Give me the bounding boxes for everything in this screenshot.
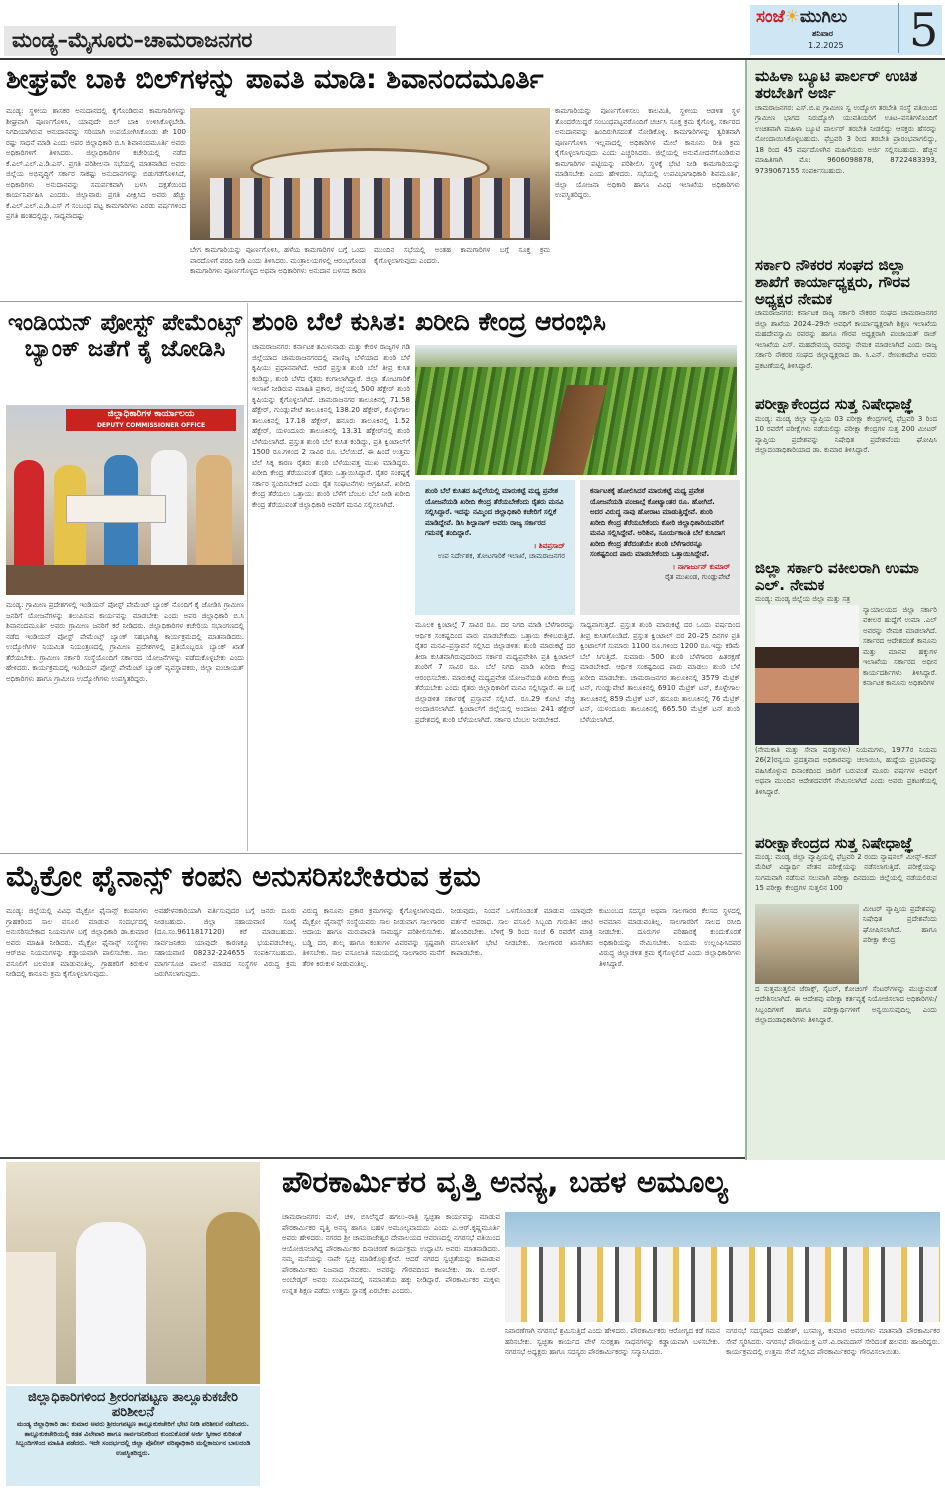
story5-body: ಮಂಡ್ಯ ಜಿಲ್ಲಾಧಿಕಾರಿ ಡಾ: ಕುಮಾರ ಅವರು ಶ್ರೀರಂಗಪಟ್ಟಣ ತಾಲ್ಲೂಕುಕಚೇರಿಗೆ ಭೇಟಿ ನೀಡಿ ಪರಿಶೀಲನೆ ನಡೆಸಿದರು. ತಾಲ್ಲೂಕುಕಚೇರಿಯಲ್ಲಿ ಕಡತ ವಿಲೇವಾರಿ ಹಾಗೂ ಸಾರ್ವಜನಿಕರಿಂದ ಕುಂದುಕೊರತೆ ಅರ್ಜಿ ಸ್ವೀಕಾರ ಕುರಿತಂತೆ ಸಿಬ್ಬಂದಿಗಳಿಂದ ಮಾಹಿತಿ ಪಡೆದರು. ಇದೇ ಸಂದರ್ಭದಲ್ಲಿ ಜಿಲ್ಲಾ ಪೊಲೀಸ್ ವರಿಷ್ಠಾಧಿಕಾರಿ ಮಲ್ಲಿಕಾರ್ಜುನ ಬಾಲದಂಡಿ ಉಪಸ್ಥಿತರಿದ್ದರು. [15,1420,251,1457]
quote-author: । ಶಿವಪ್ರಸಾದ್ [533,541,565,550]
sidebar-body: ಚಾಮರಾಜನಗರ: ಎಸ್.ಬಿ.ಐ ಗ್ರಾಮೀಣ ಸ್ವ ಉದ್ಯೋಗ ತರಬೇತಿ ಸಂಸ್ಥೆ ವತಿಯಿಂದ ಗ್ರಾಮೀಣ ಭಾಗದ ನಿರುದ್ಯೋಗಿ ಯುವತಿಯರಿಗೆ ಊಟ–ವಸತಿಗಳೊಂದಿಗೆ ಉಚಿತವಾಗಿ ಮಹಿಳಾ ಬ್ಯೂಟಿ ಪಾರ್ಲರ್ ತರಬೇತಿ ನೀಡಲಿದ್ದು ಆಸಕ್ತರು ಹೆಸರನ್ನು ನೋಂದಾಯಿಸಿಕೊಳ್ಳಬಹುದು. ಫೆಬ್ರವರಿ 3 ರಿಂದ ತರಬೇತಿ ಪ್ರಾರಂಭವಾಗಲಿದ್ದು, 18 ರಿಂದ 45 ವರ್ಷದೊಳಗಿನ ಮಹಿಳೆಯರು ಅರ್ಜಿ ಸಲ್ಲಿಸಬಹುದು. ಹೆಚ್ಚಿನ ಮಾಹಿತಿಗಾಗಿ ಮೊ: 9606098878, 8722483393, 9739067155 ಸಂಪರ್ಕಿಸಬಹುದು. [755,103,937,175]
sidebar-headline: ಸರ್ಕಾರಿ ನೌಕರರ ಸಂಘದ ಜಿಲ್ಲಾ ಶಾಖೆಗೆ ಕಾರ್ಯಾಧ್ಯಕ್ಷರು, ಗೌರವ ಅಧ್ಯಕ್ಷರ ನೇಮಕ [755,255,910,308]
sidebar-headline: ಪರೀಕ್ಷಾಕೇಂದ್ರದ ಸುತ್ತ ನಿಷೇಧಾಜ್ಞೆ [755,833,914,852]
story3-col1: ಚಾಮರಾಜನಗರ: ಕರ್ನಾಟಕ ತಮಿಳುನಾಡು ಮತ್ತು ಕೇರಳ ರಾಜ್ಯಗಳ ಗಡಿ ಜಿಲ್ಲೆಯಾದ ಚಾಮರಾಜನಗರದಲ್ಲಿ ವಾಣಿಜ್ಯ ಬೆಳೆಯಾದ ಶುಂಠಿ ಬೆಳೆ ಕೃಷಿಯು ಪ್ರಧಾನವಾಗಿದೆ. ಆದರೆ ಪ್ರಸ್ತುತ ಶುಂಠಿ ಬೆಲೆ ತೀವ್ರ ಕುಸಿತ ಕಂಡಿದ್ದು, ಶುಂಠಿ ಬೆಳೆದ ರೈತರು ಕಂಗಾಲಾಗಿದ್ದಾರೆ. ಜಿಲ್ಲಾ ತೋಟಗಾರಿಕೆ ಇಲಾಖೆ ನೀಡಿರುವ ಮಾಹಿತಿ ಪ್ರಕಾರ, ಜಿಲ್ಲೆಯಲ್ಲಿ 500 ಹೆಕ್ಟೇರ್ ಶುಂಠಿ ಕೃಷಿಯನ್ನು ಕೈಗೊಳ್ಳಲಾಗಿದೆ. ಚಾಮರಾಜನಗರ ತಾಲೂಕಿನಲ್ಲಿ 71.58 ಹೆಕ್ಟೇರ್, ಗುಂಡ್ಲುಪೇಟೆ ತಾಲೂಕಿನಲ್ಲಿ 138.20 ಹೆಕ್ಟೇರ್, ಕೊಳ್ಳೇಗಾಲ ತಾಲೂಕಿನಲ್ಲಿ 17.18 ಹೆಕ್ಟೇರ್, ಹನೂರು ತಾಲೂಕಿನಲ್ಲಿ 1.52 ಹೆಕ್ಟೇರ್, ಯಳಂದೂರು ತಾಲೂಕಿನಲ್ಲಿ 13.31 ಹೆಕ್ಟೇರ್‌ನಲ್ಲಿ ಶುಂಠಿ ಬೆಳೆಯಲಾಗಿದೆ. ಪ್ರಸ್ತುತ ಶುಂಠಿ ಬೆಲೆ ಕುಸಿತ ಕಂಡಿದ್ದು, ಪ್ರತಿ ಕ್ವಿಂಟಾಲ್‌ಗೆ 1500 ರೂ.ಗಳಿಂದ 2 ಸಾವಿರ ರೂ. ಬೆಲೆಯಿದೆ. ಈ ಹಿಂದೆ ಉತ್ತಮ ಬೆಲೆ ಸಿಕ್ಕ ಕಾರಣ ರೈತರು ಶುಂಠಿ ಬೆಳೆಯುವತ್ತ ಮುಖ ಮಾಡಿದ್ದರು. ಖರೀದಿ ಕೇಂದ್ರ ತೆರೆಯುವಂತೆ ರೈತರು ಒತ್ತಾಯಿಸಿದ್ದಾರೆ. ರೈತರ ಸಂಕಷ್ಟಕ್ಕೆ ಸರ್ಕಾರ ಸ್ಪಂದಿಸಬೇಕಿದೆ ಎಂದು ರೈತ ಸಂಘಟನೆಗಳು ಆಗ್ರಹಿಸಿವೆ. ಖರೀದಿ ಕೇಂದ್ರ ತೆರೆಯಲು ಒತ್ತಾಯ: ಶುಂಠಿ ಬೆಳೆಗೆ ಬೆಂಬಲ ಬೆಲೆ ನೀಡಿ ಖರೀದಿ ಕೇಂದ್ರ ತೆರೆಯುವಂತೆ ಜಿಲ್ಲಾಧಿಕಾರಿ ಅವರಿಗೆ ಮನವಿ ಸಲ್ಲಿಸಲಾಗಿದೆ. [252,343,410,509]
story1-col3: ಕಾಮಗಾರಿಯನ್ನು ಪೂರ್ಣಗೊಳಿಸಲು ಕಾಲಮಿತಿ, ಸ್ಥಳೀಯ ಆಡಳಿತ ಸ್ಥಳ ತೊಂದರೆಯಿದ್ದರೆ ಸಂಬಂಧಪಟ್ಟವರೊಂದಿಗೆ ಚರ್ಚಿಸಿ ಸೂಕ್ತ ಕ್ರಮ ಕೈಗೊಳ್ಳಿ, ಸರ್ಕಾರದ ಅನುದಾನವನ್ನು ಹಿಂದಿರುಗಿಸದಂತೆ ನೋಡಿಕೊಳ್ಳಿ. ಕಾಮಗಾರಿಗಳನ್ನು ತ್ವರಿತವಾಗಿ ಪೂರ್ಣಗೊಳಿಸಿ ಇಲ್ಲವಾದಲ್ಲಿ ಅಧಿಕಾರಿಗಳ ಮೇಲೆ ಕಾನೂನು ರೀತಿ ಕ್ರಮ ಕೈಗೊಳ್ಳಲಾಗುವುದು ಎಂದು ಎಚ್ಚರಿಸಿದರು. ಜಿಲ್ಲೆಯಲ್ಲಿ ಅನುಮೋದನೆಗೊಂಡಿರುವ ಕಾಮಗಾರಿಗಳ ಪಟ್ಟಿಯನ್ನು ಪರಿಶೀಲಿಸಿ ಸ್ಥಳಕ್ಕೆ ಭೇಟಿ ನೀಡಿ ಕಾಮಗಾರಿಯನ್ನು ಮಾಡಿಸಬೇಕು ಎಂದು ಹೇಳಿದರು. ಸಭೆಯಲ್ಲಿ ಉಪವಿಭಾಗಾಧಿಕಾರಿ ಶಿವಮೂರ್ತಿ, ಜಿಲ್ಲಾ ಯೋಜನಾ ಅಧಿಕಾರಿ ಹಾಗೂ ವಿವಿಧ ಇಲಾಖೆಯ ಅಧಿಕಾರಿಗಳು ಉಪಸ್ಥಿತರಿದ್ದರು. [555,107,740,199]
banner-text-en: DEPUTY COMMISSIONER OFFICE [96,422,206,429]
masthead-day: ಶನಿವಾರ [812,29,834,38]
banner-text: ಜಿಲ್ಲಾಧಿಕಾರಿಗಳ ಕಾರ್ಯಾಲಯ [107,409,195,419]
sidebar-lead: ಮಂಡ್ಯ: ಮಂಡ್ಯ ಜಿಲ್ಲೆಯ ಜಿಲ್ಲಾ ಮತ್ತು ಸತ್ರ [755,595,851,603]
story5-headline: ಜಿಲ್ಲಾಧಿಕಾರಿಗಳಿಂದ ಶ್ರೀರಂಗಪಟ್ಟಣ ತಾಲ್ಲೂಕುಕಚೇರಿ ಪರಿಶೀಲನೆ [28,1390,238,1420]
divider [0,301,742,302]
sidebar-body: ದ ಸುತ್ತಮುತ್ತಲಿನ ಜೆರಾಕ್ಸ್, ಸೈಬರ್, ಕೋಚಿಂಗ್ ಸೆಂಟರ್‌ಗಳನ್ನು ಮುಚ್ಚುವಂತೆ ಆದೇಶಿಸಲಾಗಿದೆ. ಈ ಆದೇಶವು ಪರೀಕ್ಷಾ ಕರ್ತವ್ಯಕ್ಕೆ ನಿಯೋಜಿಸಲಾದ ಅಧಿಕಾರಿಗಳು/ಸಿಬ್ಬಂದಿಗಳಿಗೆ ಹಾಗೂ ಪರೀಕ್ಷಾರ್ಥಿಗಳಿಗೆ ಅನ್ವಯಿಸುವುದಿಲ್ಲ ಎಂದು ಜಿಲ್ಲಾದಂಡಾಧಿಕಾರಿಗಳು ತಿಳಿಸಿದ್ದಾರೆ. [755,984,937,1025]
masthead-date: 1.2.2025 [808,41,844,50]
story3-headline: ಶುಂಠಿ ಬೆಲೆ ಕುಸಿತ: ಖರೀದಿ ಕೇಂದ್ರ ಆರಂಭಿಸಿ [252,307,606,336]
sidebar-headline: ಜಿಲ್ಲಾ ಸರ್ಕಾರಿ ವಕೀಲರಾಗಿ ಉಮಾ ಎಲ್. ನೇಮಕ [755,558,919,594]
masthead [750,5,942,55]
ginger-field-photo [415,345,737,475]
story4-col: ಕುಟುಂಬದ ಸದಸ್ಯರ ಅಥವಾ ಸಾಲಗಾರರ ಕೆಲಸದ ಸ್ಥಳದಲ್ಲಿ ಅವಮಾನ ಮಾಡುವಂತಿಲ್ಲ. ಸಾಲಗಾರರಿಗೆ ಸಾಲದ ರಸೀದಿ ನೀಡಬೇಕು. ದೂರುಗಳ ಪರಿಹಾರಕ್ಕೆ ಕುಂದುಕೊರತೆ ಅಧಿಕಾರಿಯನ್ನು ನೇಮಿಸಬೇಕು. ನಿಯಮ ಉಲ್ಲಂಘಿಸಿದವರ ವಿರುದ್ಧ ಜಿಲ್ಲಾಡಳಿತ ಕ್ರಮ ಕೈಗೊಳ್ಳಲಿದೆ ಎಂದು ಜಿಲ್ಲಾಧಿಕಾರಿಗಳು ತಿಳಿಸಿದ್ದಾರೆ. [598,907,742,968]
quote-author: । ನಾಗಾರ್ಜುನ್ ಕುಮಾರ್ [672,562,730,571]
divider [0,853,742,854]
story1-headline: ಶೀಘ್ರವೇ ಬಾಕಿ ಬಿಲ್‌ಗಳನ್ನು ಪಾವತಿ ಮಾಡಿ: ಶಿವಾನಂದಮೂರ್ತಿ [6,64,544,95]
sidebar-headline: ಮಹಿಳಾ ಬ್ಯೂಟಿ ಪಾರ್ಲರ್ ಉಚಿತ ತರಬೇತಿಗೆ ಅರ್ಜಿ [755,67,918,103]
story2-body: ಮಂಡ್ಯ: ಗ್ರಾಮೀಣ ಪ್ರದೇಶಗಳಲ್ಲಿ ಇಂಡಿಯನ್ ಪೋಸ್ಟ್ ಪೇಮೆಂಟ್ ಬ್ಯಾಂಕ್ ನೊಂದಿಗೆ ಕೈ ಜೋಡಿಸಿ ಗ್ರಾಮೀಣ ಜನರಿಗೆ ಯೋಜನೆಗಳನ್ನು ತಲುಪಿಸುವ ಕಾರ್ಯವನ್ನು ಮಾಡಬೇಕು ಎಂದು ಅಪರ ಜಿಲ್ಲಾಧಿಕಾರಿ ಬಿ.ಸಿ ಶಿವಾನಂದಮೂರ್ತಿ ಅವರು ಗ್ರಾಮೀಣ ಜನರಿಗೆ ಕರೆ ನೀಡಿದರು. ಜಿಲ್ಲಾಧಿಕಾರಿಗಳ ಕಚೇರಿಯ ಸಭಾಂಗಣದಲ್ಲಿ ನಡೆದ ಇಂಡಿಯನ್ ಪೋಸ್ಟ್ ಪೇಮೆಂಟ್ಸ್ ಬ್ಯಾಂಕ್ ಸಹಭಾಗಿತ್ವ ಕಾರ್ಯಕ್ರಮದಲ್ಲಿ ಮಾತನಾಡಿದರು. ಉದ್ಯೋಗಿಗಳ ನಿಯಮಿತ ನಿಯಂತ್ರಣದಲ್ಲಿ ಗ್ರಾಮೀಣ ಪ್ರದೇಶಗಳಲ್ಲಿ ಪ್ರತಿಯೊಬ್ಬರೂ ಬ್ಯಾಂಕ್ ಖಾತೆ ತೆರೆಯಬೇಕು. ಗ್ರಾಮೀಣ ಸರ್ಕಾರಿ ಸಂಸ್ಥೆಯೊಂದಿಗೆ ಸರ್ಕಾರದ ಯೋಜನೆಗಳನ್ನು ಪಡೆದುಕೊಳ್ಳಬೇಕು ಎಂದು ಹೇಳಿದರು. ಕಾರ್ಯಕ್ರಮದಲ್ಲಿ ಇಂಡಿಯನ್ ಪೋಸ್ಟ್ ಪೇಮೆಂಟ್ ಬ್ಯಾಂಕ್ ವ್ಯವಸ್ಥಾಪಕರು, ಜಿಲ್ಲಾ ಪಂಚಾಯತ್ ಅಧಿಕಾರಿಗಳು ಹಾಗೂ ಗ್ರಾಮೀಣ ಉದ್ಯೋಗಿಗಳು ಉಪಸ್ಥಿತರಿದ್ದರು. [6,601,244,683]
sidebar-headline: ಪರೀಕ್ಷಾಕೇಂದ್ರದ ಸುತ್ತ ನಿಷೇಧಾಜ್ಞೆ [755,395,914,414]
story6-col1: ಚಾಮರಾಜನಗರ: ಮಳೆ, ಚಳಿ, ಬಿಸಿಲೆನ್ನದೆ ಹಗಲು–ರಾತ್ರಿ ಸ್ವಚ್ಛತಾ ಕಾರ್ಯವನ್ನು ಮಾಡುವ ಪೌರಕಾರ್ಮಿಕರ ವೃತ್ತಿ ಅನನ್ಯ ಹಾಗೂ ಬಹಳ ಅಮೂಲ್ಯವಾದುದು ಎಂದು ಎ.ಆರ್.ಕೃಷ್ಣಮೂರ್ತಿ ಅವರು ಹೇಳಿದರು. ನಗರದ ಶ್ರೀ ಚಾಮರಾಜೇಶ್ವರ ದೇವಾಲಯದ ಆವರಣದಲ್ಲಿ ನಗರಸಭೆ ವತಿಯಿಂದ ಆಯೋಜಿಸಲಾಗಿದ್ದ ಪೌರಕಾರ್ಮಿಕರ ದಿನಾಚರಣೆ ಕಾರ್ಯಕ್ರಮ ಉದ್ಘಾಟಿಸಿ ಅವರು ಮಾತನಾಡಿದರು. ನಮ್ಮ ಮನೆಯನ್ನು ನಾವೇ ಸ್ವಚ್ಛ ಮಾಡಿಕೊಳ್ಳುತ್ತೇವೆ. ಆದರೆ ನಗರದ ಸ್ವಚ್ಛತೆಯನ್ನು ಕಾಪಾಡುವ ಪೌರಕಾರ್ಮಿಕರು ನಿಜವಾದ ಸೇವಕರು. ಅವರನ್ನು ಗೌರವದಿಂದ ಕಾಣಬೇಕು. ಡಾ. ಬಿ.ಆರ್. ಅಂಬೇಡ್ಕರ್ ಅವರು ಸಂವಿಧಾನದಲ್ಲಿ ಸಮಾನತೆಯ ಹಕ್ಕು ನೀಡಿದ್ದಾರೆ. ಪೌರಕಾರ್ಮಿಕರ ಮಕ್ಕಳು ಉನ್ನತ ಶಿಕ್ಷಣ ಪಡೆದು ಉತ್ತಮ ಸ್ಥಾನಕ್ಕೆ ಏರಬೇಕು ಎಂದರು. [282,1213,500,1295]
meeting-photo [190,108,550,240]
story4-col: ನೀಡುವುದು, ನಿಂದನೆ ಒಳಗೊಂಡಂತೆ ಮಾಡುವ ಯಾವುದೇ ವರ್ತನೆ ಅಪರಾಧ. ಸಾಲ ವಸೂಲಿ ಸಿಬ್ಬಂದಿ ಗುರುತಿನ ಚೀಟಿ ಹೊಂದಿರಬೇಕು. ಬೆಳಿಗ್ಗೆ 9 ರಿಂದ ಸಂಜೆ 6 ರವರೆಗೆ ಮಾತ್ರ ವಸೂಲಾತಿಗೆ ಭೇಟಿ ನೀಡಬೇಕು. ಸಾಲಗಾರರ ಖಾಸಗಿತನ ಕಾಪಾಡಬೇಕು. [450,907,593,957]
sidebar-lead: ಮಂಡ್ಯ: ಮಂಡ್ಯ ಜಿಲ್ಲಾ ವ್ಯಾಪ್ತಿಯಲ್ಲಿ ಫೆಬ್ರವರಿ 2 ರಂದು ನ್ಯಾಷನಲ್ ಮೀನ್ಸ್–ಕಮ್ ಮೆರಿಟ್ ವಿದ್ಯಾರ್ಥಿ ವೇತನ ಪರೀಕ್ಷೆಯನ್ನು ನಡೆಸಲಾಗುತ್ತಿದೆ. ಪರೀಕ್ಷೆಯನ್ನು ಸುಗಮವಾಗಿ ನಡೆಸುವ ಸಲುವಾಗಿ ಪರೀಕ್ಷಾ ದಿನದಂದು ಜಿಲ್ಲೆಯಲ್ಲಿ ನಡೆಯಲಿರುವ 15 ಪರೀಕ್ಷಾ ಕೇಂದ್ರಗಳ ಸುತ್ತಲಿನ 100 [755,852,937,893]
quote-box-nagarjun [580,480,740,615]
sidebar-body: ಚಾಮರಾಜನಗರ: ಕರ್ನಾಟಕ ರಾಜ್ಯ ಸರ್ಕಾರಿ ನೌಕರರ ಸಂಘದ ಚಾಮರಾಜನಗರ ಜಿಲ್ಲಾ ಶಾಖೆಯ 2024–29ನೇ ಅವಧಿಗೆ ಕಾರ್ಯಾಧ್ಯಕ್ಷರಾಗಿ ಶಿಕ್ಷಣ ಇಲಾಖೆಯ ಮಹದೇವಸ್ವಾಮಿ ರವರನ್ನು ಹಾಗೂ ಗೌರವ ಅಧ್ಯಕ್ಷರಾಗಿ ಪಂಚಾಯತ್ ರಾಜ್ ಇಲಾಖೆಯ ಎಸ್. ಮಹದೇವಯ್ಯ ರವರನ್ನು ನೇಮಕ ಮಾಡಲಾಗಿದೆ ಎಂದು ರಾಜ್ಯ ಸರ್ಕಾರಿ ನೌಕರರ ಸಂಘದ ಜಿಲ್ಲಾಧ್ಯಕ್ಷರಾದ ಡಾ. ಸಿ.ಎನ್. ರೇಣುಕಾದೇವಿ ಅವರು ಪ್ರಕಟಣೆಯಲ್ಲಿ ತಿಳಿಸಿದ್ದಾರೆ. [755,309,937,370]
story4-body [6,906,741,1154]
portrait-uma [755,605,859,745]
story4-col: ವಿರುದ್ಧ ಕಾನೂನು ಪ್ರಕಾರ ಕ್ರಮಗಳನ್ನು ಕೈಗೊಳ್ಳಲಾಗುವುದು. ಮೈಕ್ರೋ ಫೈನಾನ್ಸ್ ಸಂಸ್ಥೆಯವರು ಸಾಲ ನೀಡುವಾಗ ಸಾಲಗಾರರ ಆದಾಯ ಹಾಗೂ ಮರುಪಾವತಿ ಸಾಮರ್ಥ್ಯ ಪರಿಶೀಲಿಸಬೇಕು. ಬಡ್ಡಿ ದರ, ಶುಲ್ಕ ಹಾಗೂ ಕಂತುಗಳ ವಿವರವನ್ನು ಸ್ಪಷ್ಟವಾಗಿ ತಿಳಿಸಬೇಕು. ಸಾಲ ವಸೂಲಾತಿ ಸಮಯದಲ್ಲಿ ಸಾಲಗಾರರ ಮನೆಗೆ ತೆರಳಿ ಕಿರುಕುಳ ನೀಡುವಂತಿಲ್ಲ. [302,907,445,968]
story4-headline: ಮೈಕ್ರೋ ಫೈನಾನ್ಸ್ ಕಂಪನಿ ಅನುಸರಿಸಬೇಕಿರುವ ಕ್ರಮ [6,859,481,893]
pourakarmika-photo [505,1212,940,1322]
masthead-logo: ಸಂಜೆ☀ಮುಗಿಲು [756,7,848,27]
caption-box [6,1386,260,1486]
divider [247,303,248,851]
sidebar-beside: ನ್ಯಾಯಾಲಯದ ಜಿಲ್ಲಾ ಸರ್ಕಾರಿ ವಕೀಲರ ಹುದ್ದೆಗೆ ಉಮಾ .ಎಲ್ ಅವರನ್ನು ನೇಮಕ ಮಾಡಲಾಗಿದೆ. ಸರ್ಕಾರದ ಆದೇಶದಂತೆ ಕಾನೂನು ಮತ್ತು ಮಾನವ ಹಕ್ಕುಗಳ ಇಲಾಖೆಯ ಸರ್ಕಾರದ ಅಧೀನ ಕಾರ್ಯದರ್ಶಿಗಳು ತಿಳಿಸಿದ್ದಾರೆ. ಕರ್ನಾಟಕ ಕಾನೂನು ಅಧಿಕಾರಿಗಳ [863,605,937,687]
sidebar [745,60,945,1160]
story1-col2: ಬೇಗ ಕಾಮಗಾರಿಯನ್ನು ಪೂರ್ಣಗೊಳಿಸಿ, ಹಳೆಯ ಕಾಮಗಾರಿಗಳ ಬಗ್ಗೆ ಒಂದು ವಾರದೊಳಗೆ ವರದಿ ನೀಡಿ ಎಂದು ತಿಳಿಸಿದರು. ಮಂತ್ರಾಲಯಗಳಲ್ಲಿ ಆರಂಭಗೊಂಡ ಕಾಮಗಾರಿಗಳು ಪೂರ್ಣಗೊಳ್ಳದ ಅಥವಾ ಅಧಿಕಾರಿಗಳು ಅನುದಾನ ಬಳಸದ ಕಾರಣ ಮುಂದಿನ ಸಭೆಯಲ್ಲಿ ಅಂತಹ ಕಾಮಗಾರಿಗಳ ಬಗ್ಗೆ ಸೂಕ್ತ ಕ್ರಮ ಕೈಗೊಳ್ಳಲಾಗುವುದು ಎಂದರು. [190,246,550,275]
story6-col3: ನಗರಸಭೆ ಸದಸ್ಯರಾದ ಮಹೇಶ್, ಬಸವಣ್ಣ, ಕುಮಾರ ಅವರುಗಳು ಮಾತನಾಡಿ ಪೌರಕಾರ್ಮಿಕರ ಸೇವೆ ಸ್ಮರಿಸಿದರು. ನಗರಸಭೆ ಪೌರಾಯುಕ್ತ ಎಸ್.ವಿ.ರಾಮದಾಸ್ ಸೇರಿದಂತೆ ಹಲವರು ಹಾಜರಿದ್ದರು. ಕಾರ್ಯಕ್ರಮದಲ್ಲಿ ಉತ್ತಮ ಸೇವೆ ಸಲ್ಲಿಸಿದ ಪೌರಕಾರ್ಮಿಕರನ್ನು ಗೌರವಿಸಲಾಯಿತು. [726,1327,940,1356]
page-number: 5 [898,3,938,53]
quote-role: ಉಪ ನಿರ್ದೇಶಕ, ತೋಟಗಾರಿಕೆ ಇಲಾಖೆ, ಚಾಮರಾಜನಗರ [437,552,565,560]
story4-col: ಮಂಡ್ಯ: ಜಿಲ್ಲೆಯಲ್ಲಿ ವಿವಿಧ ಮೈಕ್ರೋ ಫೈನಾನ್ಸ್ ಕಂಪನಿಗಳು ಗ್ರಾಹಕರಿಂದ ಸಾಲ ವಸೂಲಿ ಮಾಡುವ ಸಂದರ್ಭದಲ್ಲಿ ಅನುಸರಿಸಬೇಕಾದ ನಿಯಮಗಳ ಬಗ್ಗೆ ಜಿಲ್ಲಾಧಿಕಾರಿ ಡಾ.ಕುಮಾರ ಅವರು ಮಾಹಿತಿ ನೀಡಿದರು. ಮೈಕ್ರೋ ಫೈನಾನ್ಸ್ ಸಂಸ್ಥೆಗಳು ಆರ್‌ಬಿಐ ನಿಯಮಗಳನ್ನು ಕಡ್ಡಾಯವಾಗಿ ಪಾಲಿಸಬೇಕು. ಸಾಲ ವಸೂಲಿಗೆ ಬಲವಂತ ಮಾಡುವಂತಿಲ್ಲ. ಗ್ರಾಹಕರಿಗೆ ಕಿರುಕುಳ ನೀಡಿದಲ್ಲಿ ಕಾನೂನು ಕ್ರಮ ಕೈಗೊಳ್ಳಲಾಗುವುದು. [6,907,149,978]
sidebar-beside: ಮೀಟರ್ ವ್ಯಾಪ್ತಿಯ ಪ್ರದೇಶವನ್ನು ನಿಷೇಧಿತ ಪ್ರದೇಶವೆಂದು ಘೋಷಿಸಲಾಗಿದೆ. ಹಾಗೂ ಪರೀಕ್ಷಾ ಕೇಂದ್ರ [863,904,937,945]
story1-col1: ಮಂಡ್ಯ: ಸ್ಥಳೀಯ ಶಾಸಕರ ಅನುದಾನದಲ್ಲಿ ಕೈಗೊಂಡಿರುವ ಕಾಮಗಾರಿಗಳನ್ನು ಶೀಘ್ರವಾಗಿ ಪೂರ್ಣಗೊಳಿಸಿ, ಯಾವುದೇ ಬಿಲ್ ಬಾಕಿ ಉಳಿಸಿಕೊಳ್ಳಬೇಡಿ. ನಿಗದಿಯಾಗಿರುವ ಅನುದಾನವನ್ನು ಸರಿಯಾಗಿ ಉಪಯೋಗಿಸಿಕೊಂಡು ಶೇ 100 ರಷ್ಟು ಸಾಧನೆ ಮಾಡಿ ಎಂದು ಅಪರ ಜಿಲ್ಲಾಧಿಕಾರಿ ಬಿ.ಸಿ ಶಿವಾನಂದಮೂರ್ತಿ ಅವರು ಅಧಿಕಾರಿಗಳಿಗೆ ತಿಳಿಸಿದರು. ಜಿಲ್ಲಾಧಿಕಾರಿಗಳ ಕಚೇರಿಯಲ್ಲಿ ನಡೆದ ಕೆ.ಎಲ್.ಎಲ್.ಎ.ಡಿ.ಎಸ್. ಪ್ರಗತಿ ಪರಿಶೀಲನಾ ಸಭೆಯಲ್ಲಿ ಮಾತನಾಡಿದ ಅವರು ಜಿಲ್ಲೆಯ ಅಭಿವೃದ್ಧಿಗೆ ಸರ್ಕಾರ ಸಾಕಷ್ಟು ಅನುದಾನಗಳನ್ನು ಬಿಡುಗಡೆಗೊಳಿಸಿದೆ, ಅಧಿಕಾರಿಗಳು ಅನುದಾನವನ್ನು ಸಮರ್ಪಕವಾಗಿ ಬಳಸಿ ದಕ್ಷತೆಯಿಂದ ಕಾರ್ಯನಿರ್ವಹಿಸಿ ಎಂದರು. ಜಿಲ್ಲಾವಾರು ಪ್ರಗತಿ ವೀಕ್ಷಿಸಿದ ಅವರು ಹೆಚ್ಚು ಕೆ.ಎಲ್.ಎಲ್.ಎ.ಡಿ.ಎಸ್ ಗೆ ಸಂಬಂಧ ಪಟ್ಟ ಕಾಮಗಾರಿಗಳು ಎರಡು ವರ್ಷಗಳಿಂದ ಪ್ರಗತಿ ಹಂತದಲ್ಲಿದ್ದು, ಸಾಧ್ಯವಾದಷ್ಟು [6,107,186,220]
story6-col2: ನಿವಾರಣೆಗಾಗಿ ನಗರಸಭೆ ಶ್ರಮಿಸುತ್ತಿದೆ ಎಂದು ಹೇಳಿದರು. ಪೌರಕಾರ್ಮಿಕರು ಆರೋಗ್ಯದ ಕಡೆ ಗಮನ ಹರಿಸಬೇಕು. ಸ್ವಚ್ಛತಾ ಕಾರ್ಯದ ವೇಳೆ ಸುರಕ್ಷತಾ ಸಾಧನಗಳನ್ನು ಕಡ್ಡಾಯವಾಗಿ ಬಳಸಬೇಕು. ನಗರಸಭೆ ಅಧ್ಯಕ್ಷರು ಹಾಗೂ ಸದಸ್ಯರು ಪೌರಕಾರ್ಮಿಕರನ್ನು ಸನ್ಮಾನಿಸಿದರು. [505,1327,720,1356]
post-bank-photo [6,405,244,595]
story3-col2: ಮೂಲಕ ಕ್ವಿಂಟಾಲ್ಗೆ 7 ಸಾವಿರ ರೂ. ದರ ನಿಗದಿ ಮಾಡಿ ಬೆಳೆಗಾರರನ್ನು ಆರ್ಥಿಕ ಸಂಕಷ್ಟದಿಂದ ಪಾರು ಮಾಡಬೇಕೆಂದು ಒತ್ತಾಯ ಕೇಳಿಬರುತ್ತಿದೆ. ರೈತರ ಮನವಿ–ಪ್ರಸ್ತಾವನೆ ಸಲ್ಲಿಸಿದ ಜಿಲ್ಲಾಡಳಿತ: ಶುಂಠಿ ಮಾರುಕಟ್ಟೆ ದರ ತೀರಾ ಕುಸಿತವಾಗಿರುವುದರಿಂದ ಸರ್ಕಾರ ಮಧ್ಯಪ್ರವೇಶಿಸಿ ಪ್ರತಿ ಕ್ವಿಂಟಾಲ್ ಶುಂಠಿಗೆ 7 ಸಾವಿರ ರೂ. ಬೆಲೆ ನಿಗದಿ ಮಾಡಿ ಖರೀದಿ ಕೇಂದ್ರ ಆರಂಭಿಸಬೇಕು. ಮಾರುಕಟ್ಟೆ ಮಧ್ಯಪ್ರವೇಶ ಯೋಜನೆಯಡಿ ಖರೀದಿ ಕೇಂದ್ರ ತೆರೆಯಬೇಕು ಎಂದು ರೈತರು ಜಿಲ್ಲಾಧಿಕಾರಿಗೆ ಮನವಿ ಸಲ್ಲಿಸಿದ್ದಾರೆ. ಈ ಬಗ್ಗೆ ಜಿಲ್ಲಾಡಳಿತ ಸರ್ಕಾರಕ್ಕೆ ಪ್ರಸ್ತಾವನೆ ಸಲ್ಲಿಸಿದೆ. ರೂ.29 ಕೋಟಿ ವೆಚ್ಚ ಅಂದಾಜಿಸಲಾಗಿದೆ. ಕ್ವಿಂಟಾಲ್‌ಗೆ ಜಿಲ್ಲೆಯಲ್ಲಿ ಅಂದಾಜು 241 ಹೆಕ್ಟೇರ್ ಪ್ರದೇಶದಲ್ಲಿ ಶುಂಠಿ ಬೆಳೆಯಲಾಗಿದೆ. ಸರ್ಕಾರ ಬೆಂಬಲ ನೀಡಬೇಕಿದೆ. [415,621,575,724]
taluk-office-photo [6,1162,260,1384]
exam-centre-photo [755,904,859,984]
story6-headline: ಪೌರಕಾರ್ಮಿಕರ ವೃತ್ತಿ ಅನನ್ಯ, ಬಹಳ ಅಮೂಲ್ಯ [282,1165,728,1200]
quote-text: ಕರ್ನಾಟಕಕ್ಕೆ ಹೋಲಿಸಿದರೆ ಮಾರುಕಟ್ಟೆ ಮಧ್ಯ ಪ್ರವೇಶ ಯೋಜನೆಯಡಿ ಪಂಜಾಬ್ಗೆ ಕೋಟ್ಯಾಂತರ ರೂ. ಹೋಗಿದೆ. ಅದರ ವಿರುದ್ಧ ನಾವು ಹೋರಾಟ ಮಾಡುತ್ತಿದ್ದೇವೆ. ಶುಂಠಿ ಖರೀದಿ ಕೇಂದ್ರ ತೆರೆಯಬೇಕೆಂದು ಕೋರಿ ಜಿಲ್ಲಾಧಿಕಾರಿಯವರಿಗೆ ಮನವಿ ಸಲ್ಲಿಸಿದ್ದೇವೆ. ಅರಿಶಿನ, ಸೂರ್ಯಕಾಂತಿ ಬೆಲೆ ಕುಸಿದಾಗ ಖರೀದಿ ಕೇಂದ್ರ ತೆರೆದಂತೆಯೇ ಶುಂಠಿ ಬೆಳೆಗಾರರನ್ನೂ ಸಂಕಷ್ಟದಿಂದ ಪಾರು ಮಾಡಬೇಕೆಂದು ಒತ್ತಾಯಿಸಿದ್ದೇವೆ. [590,487,726,558]
quote-text: ಶುಂಠಿ ಬೆಲೆ ಕುಸಿತದ ಹಿನ್ನೆಲೆಯಲ್ಲಿ ಮಾರುಕಟ್ಟೆ ಮಧ್ಯ ಪ್ರವೇಶ ಯೋಜನೆಯಡಿ ಖರೀದಿ ಕೇಂದ್ರ ತೆರೆಯಬೇಕೆಂದು ರೈತರು ಮನವಿ ಸಲ್ಲಿಸಿದ್ದಾರೆ. ಇದನ್ನು ನಮ್ಮಿಂದ ಜಿಲ್ಲಾಧಿಕಾರಿ ಕಚೇರಿಗೆ ಸಲ್ಲಿಕೆ ಮಾಡಿದ್ದೇವೆ. ಡಿಸಿ ಶಿಲ್ಪಾನಾಗ್ ಅವರು ರಾಜ್ಯ ಸರ್ಕಾರದ ಗಮನಕ್ಕೆ ತಂದಿದ್ದಾರೆ. [425,487,564,537]
sidebar-body: (ನೇಮಕಾತಿ ಮತ್ತು ಸೇವಾ ಷರತ್ತುಗಳು) ನಿಯಮಗಳು, 1977ರ ನಿಯಮ 26(2)ರನ್ವಯ ಪ್ರದತ್ತವಾದ ಅಧಿಕಾರವನ್ನು ಚಲಾಯಿಸಿ, ಹುದ್ದೆಯ ಪ್ರಭಾರವನ್ನು ವಹಿಸಿಕೊಳ್ಳುವ ದಿನಾಂಕದಿಂದ ಜಾರಿಗೆ ಬರುವಂತೆ ಮೂರು ವರ್ಷಗಳ ಅವಧಿಗೆ ಅಥವಾ ಮುಂದಿನ ಆದೇಶದವರೆಗೆ ನೇಮಿಸಲಾಗಿದೆ ಎಂದು ಅವರು ಪ್ರಕಟಣೆಯಲ್ಲಿ ತಿಳಿಸಿದ್ದಾರೆ. [755,745,937,796]
quote-role: ರೈತ ಮುಖಂಡ, ಗುಂಡ್ಲುಪೇಟೆ [665,573,730,581]
story2-headline: ಇಂಡಿಯನ್ ಪೋಸ್ಟ್ ಪೇಮೆಂಟ್ಸ್ ಬ್ಯಾಂಕ್ ಜತೆಗೆ ಕೈ ಜೋಡಿಸಿ [7,310,243,363]
story3-col3: ಸಾಧ್ಯವಾಗುತ್ತದೆ. ಪ್ರಸ್ತುತ ಶುಂಠಿ ಮಾರುಕಟ್ಟೆ ದರ ಒಂದು ವರ್ಷದಿಂದ ತೀವ್ರ ಕುಸಿತಗೊಂಡಿದೆ. ಪ್ರಸ್ತುತ ಕ್ವಿಂಟಾಲ್ ದರ 20–25 ದಿನಗಳ ಪ್ರತಿ ಕ್ವಿಂಟಾಲ್‌ಗೆ ಸುಮಾರು 1100 ರೂ.ಗಳಿಂದ 1200 ರೂ.ಇದ್ದು ಕಡಿಮೆ ಬೆಲೆ ಸಿಗುತ್ತಿದೆ. ಸುಮಾರು 500 ಶುಂಠಿ ಬೆಳೆಗಾರರ ಹಿತರಕ್ಷಣೆ ಮಾಡಬೇಕಿದೆ. ಆರ್ಥಿಕ ಸಂಕಷ್ಟದಿಂದ ಪಾರು ಮಾಡಲು ಶುಂಠಿ ಬೆಳೆ ಖರೀದಿ ಮಾಡಬೇಕು. ಚಾಮರಾಜನಗರ ತಾಲೂಕಿನಲ್ಲಿ 3579 ಮೆಟ್ರಿಕ್ ಟನ್, ಗುಂಡ್ಲುಪೇಟೆ ತಾಲೂಕಿನಲ್ಲಿ 6910 ಮೆಟ್ರಿಕ್ ಟನ್, ಕೊಳ್ಳೇಗಾಲ ತಾಲೂಕಿನಲ್ಲಿ 859 ಮೆಟ್ರಿಕ್ ಟನ್, ಹನೂರು ತಾಲೂಕಿನಲ್ಲಿ 76 ಮೆಟ್ರಿಕ್ ಟನ್, ಯಳಂದೂರು ತಾಲೂಕಿನಲ್ಲಿ 665.50 ಮೆಟ್ರಿಕ್ ಟನ್ ಶುಂಠಿ ಬೆಳೆಯಲಾಗಿದೆ. [580,621,740,724]
section-title: ಮಂಡ್ಯ–ಮೈಸೂರು–ಚಾಮರಾಜನಗರ [4,26,396,56]
quote-box-shivaprasad [415,480,575,615]
story4-col: ಅವಹೇಳನಕಾರಿಯಾಗಿ ವರ್ತಿಸುವುದರ ಬಗ್ಗೆ ಜನರು ದೂರು ನೀಡಬಹುದು. ಜಿಲ್ಲಾ ಸಹಾಯವಾಣಿ ಸಂಖ್ಯೆ (ದೂ.ಸಂ.9611817120) ಕರೆ ಮಾಡಬಹುದು. ಸಾರ್ವಜನಿಕರು ಯಾವುದೇ ಕಾರಣಕ್ಕೂ ಭಯಪಡಬೇಕಿಲ್ಲ. ಸಹಾಯವಾಣಿ 08232-224655 ಸಂಪರ್ಕಿಸಬಹುದು. ಮಾರ್ಗಸೂಚಿ ಪಾಲನೆ ಮಾಡದ ಸಂಸ್ಥೆಗಳ ವಿರುದ್ಧ ಕ್ರಮ ಜರುಗಿಸಲಾಗುವುದು. [154,907,297,978]
sidebar-body: ಮಂಡ್ಯ: ಮಂಡ್ಯ ಜಿಲ್ಲಾ ವ್ಯಾಪ್ತಿಯ 03 ಪರೀಕ್ಷಾ ಕೇಂದ್ರಗಳಲ್ಲಿ ಫೆಬ್ರವರಿ 3 ರಿಂದ 10 ರವರೆಗೆ ಪರೀಕ್ಷೆಗಳು ನಡೆಯಲಿದ್ದು ಪರೀಕ್ಷಾ ಕೇಂದ್ರಗಳ ಸುತ್ತ 200 ಮೀಟರ್ ವ್ಯಾಪ್ತಿಯ ಪ್ರದೇಶವನ್ನು ನಿಷೇಧಿತ ಪ್ರದೇಶವೆಂದು ಘೋಷಿಸಿ ಜಿಲ್ಲಾದಂಡಾಧಿಕಾರಿಯಾದ ಡಾ. ಕುಮಾರ ತಿಳಿಸಿದ್ದಾರೆ. [755,414,937,454]
